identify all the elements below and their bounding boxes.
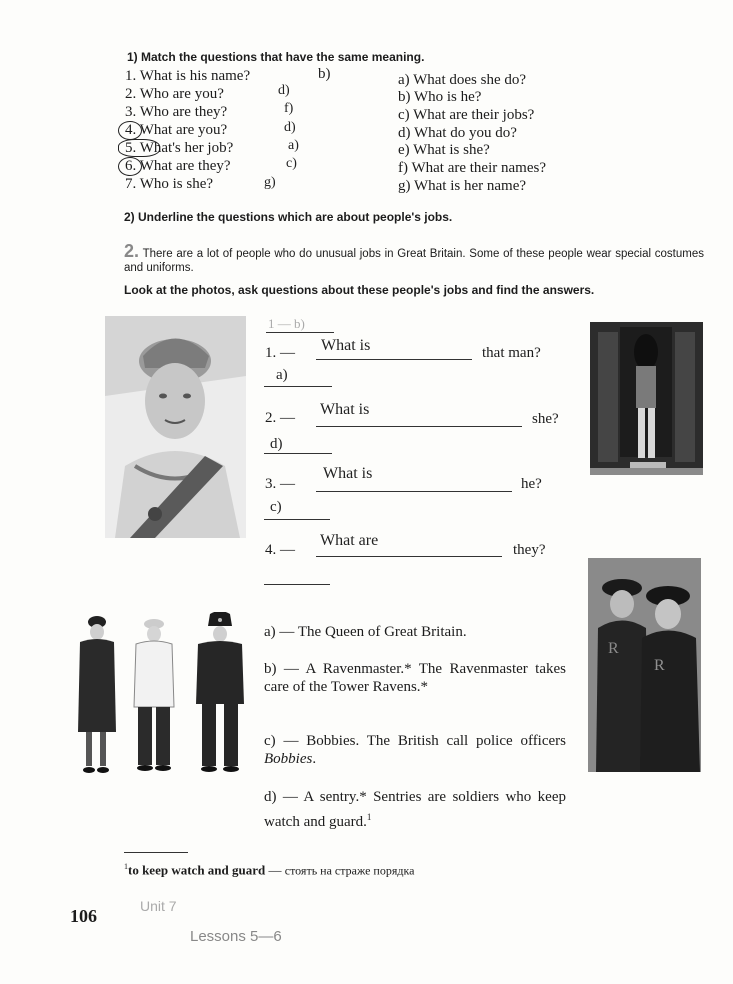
answer-line bbox=[316, 426, 522, 427]
job-question-ending: she? bbox=[532, 411, 559, 427]
written-answer: c) bbox=[270, 499, 282, 515]
job-question-ending: they? bbox=[513, 542, 546, 558]
question-item: 3. Who are they? bbox=[125, 104, 228, 120]
job-question-number: 3. — bbox=[265, 476, 295, 492]
option-item: f) What are their names? bbox=[398, 160, 546, 176]
written-question: What is bbox=[321, 337, 371, 354]
answer-b: b) — A Ravenmaster.* The Ravenmaster takes care of the Tower Ravens.* bbox=[264, 661, 566, 695]
option-item: b) Who is he? bbox=[398, 89, 482, 105]
exercise2-task: Look at the photos, ask questions about these people's jobs and find the answers. bbox=[124, 283, 595, 297]
option-item: e) What is she? bbox=[398, 142, 490, 158]
footnote-rule bbox=[124, 852, 188, 853]
written-answer: d) bbox=[270, 436, 283, 452]
svg-text:R: R bbox=[608, 640, 619, 657]
answer-line bbox=[264, 584, 330, 585]
handwritten-answer: b) bbox=[318, 66, 331, 82]
answer-c: c) — Bobbies. The British call police officers Bobbies. bbox=[264, 733, 566, 767]
handwritten-answer: g) bbox=[264, 175, 276, 190]
written-question: What is bbox=[323, 465, 373, 482]
option-item: d) What do you do? bbox=[398, 125, 517, 141]
question-item: 7. Who is she? bbox=[125, 176, 214, 192]
answer-line bbox=[316, 491, 512, 492]
photo-sentry bbox=[590, 322, 703, 475]
lessons-label: Lessons 5—6 bbox=[190, 928, 282, 945]
instruction-underline: 2) Underline the questions which are about people's jobs. bbox=[124, 210, 453, 224]
written-answer: a) bbox=[276, 367, 288, 383]
option-item: g) What is her name? bbox=[398, 178, 527, 194]
answer-line bbox=[316, 556, 502, 557]
hand-circle bbox=[118, 121, 142, 140]
job-question-ending: he? bbox=[521, 476, 542, 492]
answer-a: a) — The Queen of Great Britain. bbox=[264, 624, 467, 640]
handwritten-answer: d) bbox=[278, 83, 290, 98]
answer-line bbox=[316, 359, 472, 360]
job-question-ending: that man? bbox=[482, 345, 541, 361]
handwritten-answer: c) bbox=[286, 156, 297, 171]
answer-line bbox=[264, 386, 332, 387]
written-question: What is bbox=[320, 401, 370, 418]
photo-ravenmasters bbox=[588, 558, 701, 772]
handwritten-answer: d) bbox=[284, 120, 296, 135]
handwritten-answer: a) bbox=[288, 138, 299, 153]
hand-circle bbox=[118, 139, 160, 157]
unit-label: Unit 7 bbox=[140, 898, 177, 914]
faded-scribble: 1 — b) bbox=[268, 316, 305, 331]
svg-text:R: R bbox=[654, 657, 665, 674]
instruction-match: 1) Match the questions that have the same meaning. bbox=[127, 50, 425, 64]
handwritten-answer: f) bbox=[284, 101, 294, 116]
answer-line bbox=[264, 519, 330, 520]
answer-line bbox=[264, 453, 332, 454]
page-number: 106 bbox=[70, 906, 97, 926]
job-question-number: 4. — bbox=[265, 542, 295, 558]
written-question: What are bbox=[320, 532, 379, 549]
job-question-number: 2. — bbox=[265, 410, 295, 426]
question-item: 1. What is his name? bbox=[125, 68, 251, 84]
blank-line bbox=[266, 332, 334, 333]
job-question-number: 1. — bbox=[265, 345, 295, 361]
option-item: a) What does she do? bbox=[398, 72, 527, 88]
question-item: 2. Who are you? bbox=[125, 86, 224, 102]
question-item: 6. What are they? bbox=[125, 158, 231, 174]
photo-police-officers bbox=[70, 612, 250, 777]
question-item: 5. What's her job? bbox=[125, 140, 234, 156]
footnote: $^1$to keep watch and guard — стоять на страже порядка bbox=[124, 862, 415, 878]
exercise2-intro: 2. There are a lot of people who do unusual jobs in Great Britain. Some of these people wear special costumes and uniforms. bbox=[124, 241, 704, 274]
exercise-number: 2. bbox=[124, 241, 140, 261]
photo-queen bbox=[105, 316, 246, 538]
answer-d: d) — A sentry.* Sentries are soldiers who keep watch and guard.$^1$ bbox=[264, 789, 566, 830]
hand-circle bbox=[118, 157, 142, 176]
option-item: c) What are their jobs? bbox=[398, 107, 535, 123]
question-item: 4. What are you? bbox=[125, 122, 228, 138]
